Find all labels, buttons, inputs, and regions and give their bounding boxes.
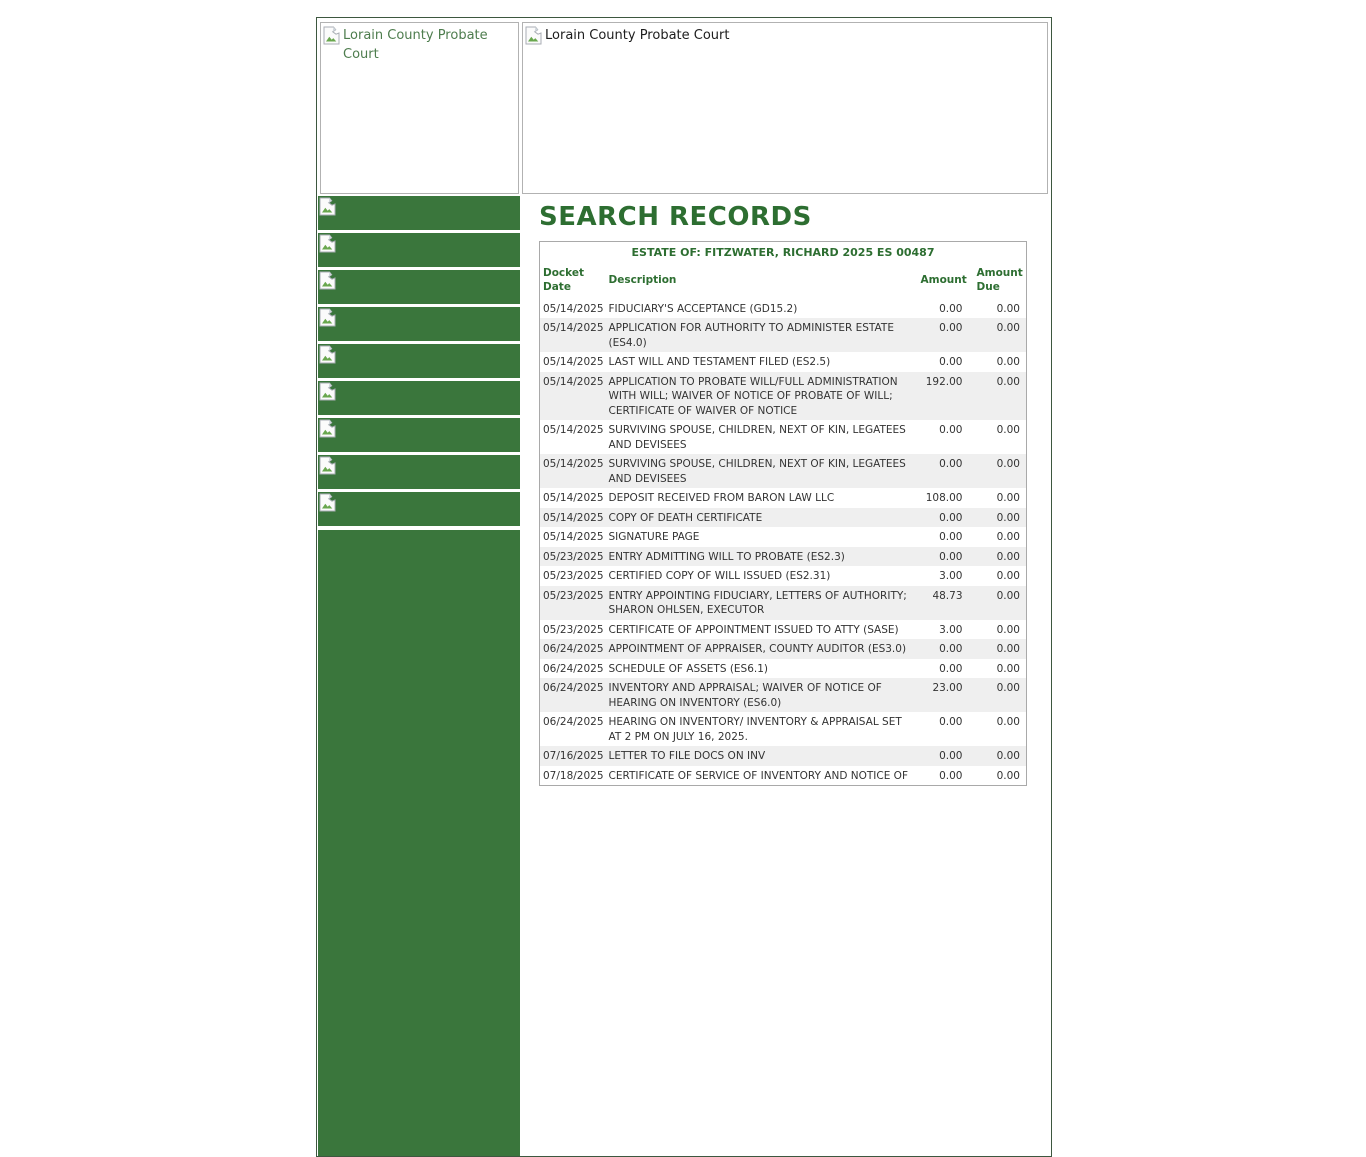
table-header-row [540,263,1027,299]
cell-description: HEARING ON INVENTORY/ INVENTORY & APPRAISAL SET AT 2 PM ON JULY 16, 2025. [608,716,902,743]
cell-docket-date: 05/14/2025 [543,492,604,504]
cell-amount-due: 0.00 [996,511,1020,524]
cell-description: SCHEDULE OF ASSETS (ES6.1) [608,662,769,675]
cell-description: COPY OF DEATH CERTIFICATE [608,511,763,524]
cell-amount-due: 0.00 [996,716,1020,728]
sidebar-menu-item[interactable] [318,344,520,378]
cell-description: ENTRY ADMITTING WILL TO PROBATE (ES2.3) [608,550,845,563]
cell-description: CERTIFICATE OF APPOINTMENT ISSUED TO ATTY (SASE) [608,623,899,636]
sidebar-filler [318,530,520,1156]
cell-description: APPOINTMENT OF APPRAISER, COUNTY AUDITOR (ES3.0) [608,643,907,655]
cell-docket-date: 06/24/2025 [543,643,604,655]
cell-amount-due: 0.00 [996,458,1020,470]
cell-docket-date: 05/14/2025 [543,375,604,388]
table-row [540,766,1027,786]
column-header-amount: Amount [920,273,967,286]
cell-amount-due: 0.00 [996,750,1020,762]
cell-description: LETTER TO FILE DOCS ON INV [608,750,766,762]
cell-amount-due: 0.00 [996,531,1020,543]
column-header-amount-due: Amount Due [976,266,1023,293]
broken-image-icon [525,26,542,45]
docket-table-body [540,299,1027,786]
cell-amount-due: 0.00 [996,550,1020,563]
cell-docket-date: 05/14/2025 [543,356,604,368]
table-row [540,712,1027,746]
cell-docket-date: 05/14/2025 [543,458,604,470]
sidebar-menu-item[interactable] [318,233,520,267]
table-row [540,639,1027,659]
cell-docket-date: 05/23/2025 [543,570,604,582]
cell-amount: 0.00 [939,643,963,655]
cell-docket-date: 05/14/2025 [543,511,604,524]
sidebar-menu-item[interactable] [318,381,520,415]
cell-amount-due: 0.00 [996,769,1020,782]
table-row [540,299,1027,319]
broken-image-icon [319,493,336,512]
broken-image-icon [319,345,336,364]
cell-amount-due: 0.00 [996,643,1020,655]
page-title: SEARCH RECORDS [539,202,812,232]
cell-description: FIDUCIARY'S ACCEPTANCE (GD15.2) [608,302,798,315]
broken-image-icon [323,26,340,45]
sidebar-menu-item[interactable] [318,307,520,341]
sidebar [317,18,521,1156]
table-caption-row [540,242,1027,263]
cell-amount: 0.00 [939,750,963,762]
broken-image-icon [319,419,336,438]
broken-image-icon [319,308,336,327]
cell-docket-date: 07/16/2025 [543,750,604,762]
cell-amount-due: 0.00 [996,356,1020,368]
table-row [540,746,1027,766]
cell-amount: 3.00 [939,623,963,636]
sidebar-menu-item[interactable] [318,492,520,526]
cell-description: SURVIVING SPOUSE, CHILDREN, NEXT OF KIN, LEGATEES AND DEVISEES [608,458,906,485]
estate-caption: ESTATE OF: FITZWATER, RICHARD 2025 ES 00487 [631,246,935,259]
cell-amount: 0.00 [939,424,963,436]
table-row [540,352,1027,372]
cell-amount: 0.00 [939,511,963,524]
cell-amount: 108.00 [925,492,963,504]
table-row [540,372,1027,421]
cell-docket-date: 05/14/2025 [543,302,604,315]
table-row [540,566,1027,586]
table-row [540,586,1027,620]
cell-amount: 192.00 [925,375,963,388]
table-row [540,659,1027,679]
sidebar-menu-item[interactable] [318,455,520,489]
cell-docket-date: 05/14/2025 [543,424,604,436]
header-banner-broken-image [522,22,1048,194]
broken-image-icon [319,271,336,290]
cell-amount-due: 0.00 [996,623,1020,636]
table-row [540,620,1027,640]
cell-docket-date: 05/23/2025 [543,623,604,636]
cell-amount: 48.73 [932,589,963,602]
broken-image-icon [319,382,336,401]
broken-image-icon [319,197,336,216]
cell-amount: 0.00 [939,716,963,728]
cell-docket-date: 07/18/2025 [543,769,604,782]
cell-amount: 0.00 [939,458,963,470]
cell-description: CERTIFIED COPY OF WILL ISSUED (ES2.31) [608,570,831,582]
cell-amount-due: 0.00 [996,589,1020,602]
sidebar-menu-item[interactable] [318,270,520,304]
cell-amount: 3.00 [939,570,963,582]
cell-description: SURVIVING SPOUSE, CHILDREN, NEXT OF KIN, LEGATEES AND DEVISEES [608,424,906,451]
logo-alt-text: Lorain County Probate Court [343,28,488,62]
cell-docket-date: 05/14/2025 [543,531,604,543]
sidebar-menu [317,196,521,529]
cell-amount-due: 0.00 [996,570,1020,582]
cell-amount: 0.00 [939,531,963,543]
cell-amount-due: 0.00 [996,662,1020,675]
cell-amount: 0.00 [939,550,963,563]
broken-image-icon [319,456,336,475]
cell-docket-date: 06/24/2025 [543,662,604,675]
cell-description: ENTRY APPOINTING FIDUCIARY, LETTERS OF AUTHORITY; SHARON OHLSEN, EXECUTOR [608,589,907,616]
cell-docket-date: 06/24/2025 [543,682,604,694]
cell-description: CERTIFICATE OF SERVICE OF INVENTORY AND NOTICE OF [608,769,908,782]
cell-amount: 0.00 [939,322,963,334]
cell-amount-due: 0.00 [996,682,1020,694]
cell-docket-date: 05/23/2025 [543,589,604,602]
sidebar-menu-item[interactable] [318,418,520,452]
cell-amount: 0.00 [939,662,963,675]
table-row [540,454,1027,488]
cell-docket-date: 06/24/2025 [543,716,604,728]
column-header-description: Description [608,273,677,286]
sidebar-menu-item[interactable] [318,196,520,230]
column-header-docket-date: Docket Date [543,266,584,293]
cell-amount-due: 0.00 [996,375,1020,388]
table-row [540,318,1027,352]
table-row [540,678,1027,712]
cell-amount-due: 0.00 [996,322,1020,334]
banner-alt-text: Lorain County Probate Court [545,28,730,43]
site-logo-broken-image[interactable] [320,22,519,194]
cell-amount: 23.00 [932,682,963,694]
cell-description: INVENTORY AND APPRAISAL; WAIVER OF NOTICE OF HEARING ON INVENTORY (ES6.0) [608,682,882,709]
cell-description: SIGNATURE PAGE [608,531,700,543]
cell-amount-due: 0.00 [996,492,1020,504]
cell-amount-due: 0.00 [996,302,1020,315]
page-container [316,17,1052,1157]
cell-amount: 0.00 [939,769,963,782]
cell-amount: 0.00 [939,356,963,368]
cell-description: APPLICATION FOR AUTHORITY TO ADMINISTER ESTATE (ES4.0) [608,322,894,349]
cell-docket-date: 05/14/2025 [543,322,604,334]
table-row [540,547,1027,567]
cell-amount-due: 0.00 [996,424,1020,436]
table-row [540,527,1027,547]
cell-description: LAST WILL AND TESTAMENT FILED (ES2.5) [608,356,831,368]
main-column [521,18,1051,1156]
cell-docket-date: 05/23/2025 [543,550,604,563]
docket-table [539,241,1027,786]
table-row [540,508,1027,528]
cell-description: DEPOSIT RECEIVED FROM BARON LAW LLC [608,492,835,504]
cell-amount: 0.00 [939,302,963,315]
table-row [540,420,1027,454]
broken-image-icon [319,234,336,253]
table-row [540,488,1027,508]
cell-description: APPLICATION TO PROBATE WILL/FULL ADMINISTRATION WITH WILL; WAIVER OF NOTICE OF PROBATE OF WILL; CERTIFICATE OF WAIVER OF NOTICE [608,375,898,417]
